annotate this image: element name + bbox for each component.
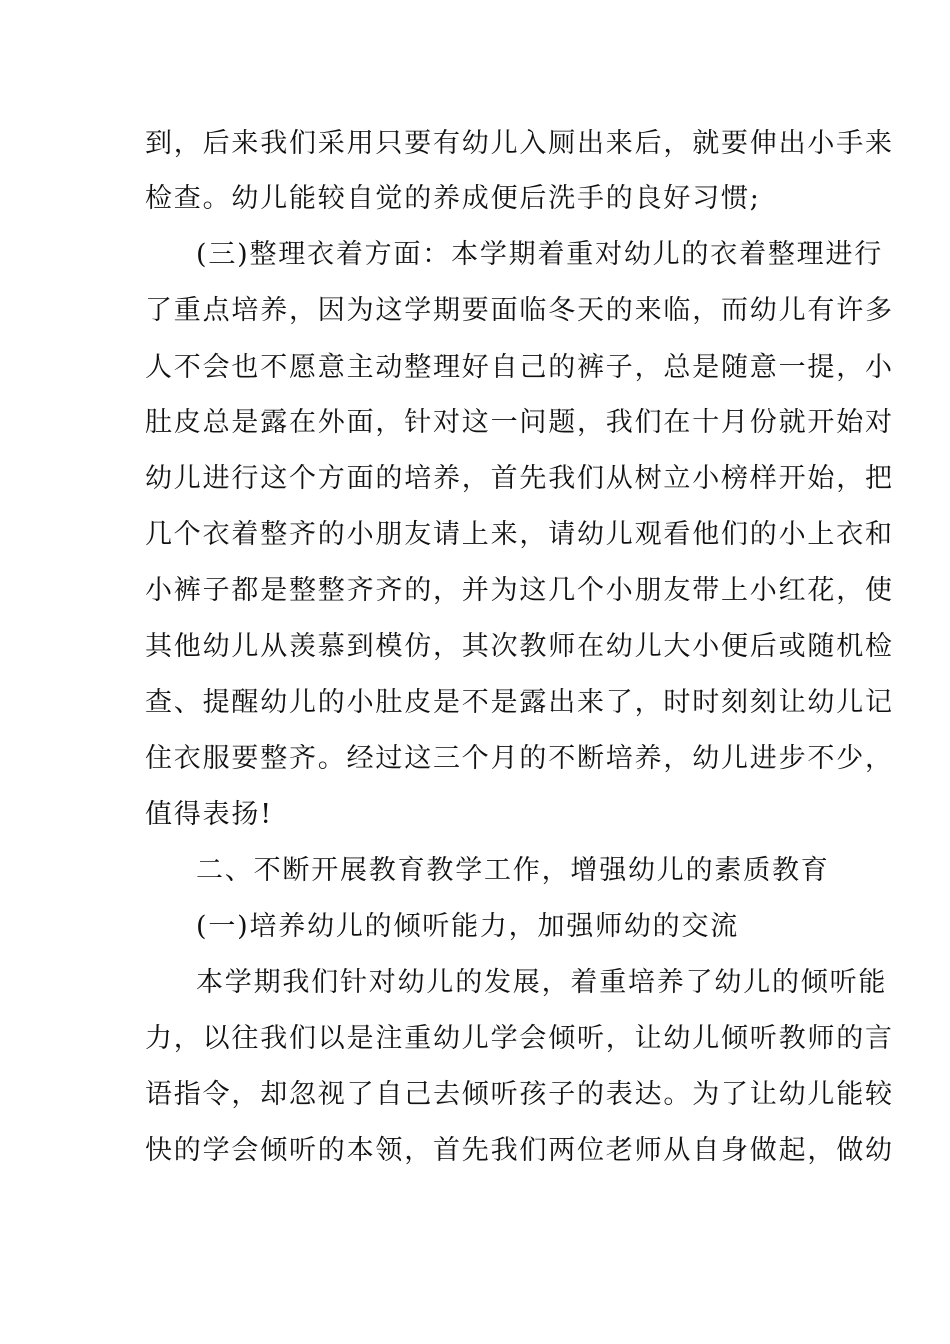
subsection-heading: (一)培养幼儿的倾听能力，加强师幼的交流 bbox=[196, 911, 740, 942]
text-line: 力，以往我们以是注重幼儿学会倾听，让幼儿倾听教师的言 bbox=[145, 1023, 894, 1054]
text-line: 查、提醒幼儿的小肚皮是不是露出来了，时时刻刻让幼儿记 bbox=[145, 687, 894, 718]
text-line: 其他幼儿从羡慕到模仿，其次教师在幼儿大小便后或随机检 bbox=[145, 631, 894, 662]
text-line: 检查。幼儿能较自觉的养成便后洗手的良好习惯; bbox=[145, 183, 761, 214]
text-line: 几个衣着整齐的小朋友请上来，请幼儿观看他们的小上衣和 bbox=[145, 519, 894, 550]
text-line: 肚皮总是露在外面，针对这一问题，我们在十月份就开始对 bbox=[145, 407, 894, 438]
text-line: 快的学会倾听的本领，首先我们两位老师从自身做起，做幼 bbox=[145, 1135, 894, 1166]
text-line: 值得表扬! bbox=[145, 799, 273, 830]
text-line: 小裤子都是整整齐齐的，并为这几个小朋友带上小红花，使 bbox=[145, 575, 894, 606]
text-line: 住衣服要整齐。经过这三个月的不断培养，幼儿进步不少， bbox=[145, 743, 894, 774]
text-line: 语指令，却忽视了自己去倾听孩子的表达。为了让幼儿能较 bbox=[145, 1079, 894, 1110]
text-line: 到，后来我们采用只要有幼儿入厕出来后，就要伸出小手来 bbox=[145, 128, 894, 159]
section-heading: 二、不断开展教育教学工作，增强幼儿的素质教育 bbox=[196, 855, 830, 886]
text-line: 幼儿进行这个方面的培养，首先我们从树立小榜样开始，把 bbox=[145, 463, 894, 494]
paragraph-first-line: 本学期我们针对幼儿的发展，着重培养了幼儿的倾听能 bbox=[196, 967, 888, 998]
text-line: 人不会也不愿意主动整理好自己的裤子，总是随意一提，小 bbox=[145, 352, 894, 383]
section-heading-line: (三)整理衣着方面：本学期着重对幼儿的衣着整理进行 bbox=[196, 239, 884, 270]
text-line: 了重点培养，因为这学期要面临冬天的来临，而幼儿有许多 bbox=[145, 295, 894, 326]
